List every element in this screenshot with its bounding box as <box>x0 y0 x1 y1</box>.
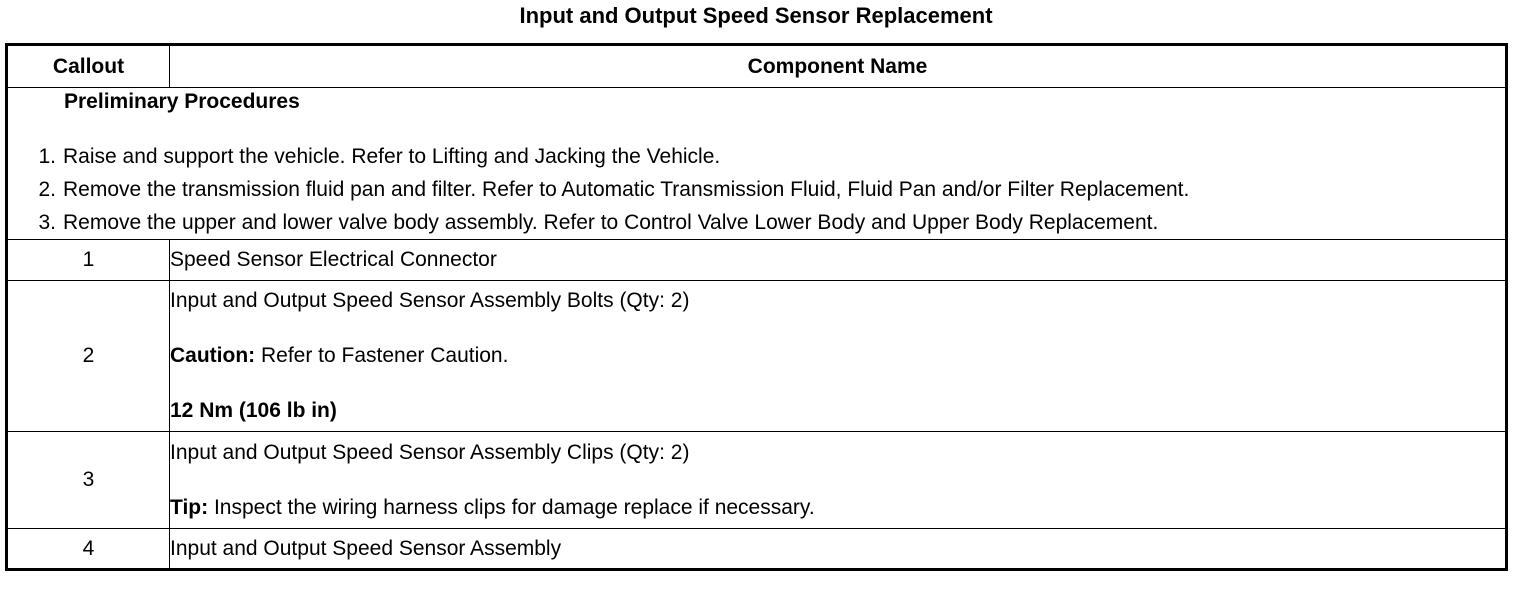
step-text: Remove the upper and lower valve body assembly. Refer to Control Valve Lower Body and Upper Body Replacement. <box>63 211 1159 234</box>
callout-cell: 1 <box>7 240 170 281</box>
callout-cell: 3 <box>7 432 170 529</box>
callout-cell: 2 <box>7 281 170 432</box>
component-name-cell: Input and Output Speed Sensor Assembly <box>170 529 1507 570</box>
component-name-cell: Speed Sensor Electrical Connector <box>170 240 1507 281</box>
caution-label: Caution: <box>170 344 256 367</box>
header-component-name: Component Name <box>170 45 1507 88</box>
preliminary-row <box>7 88 1507 240</box>
caution-note <box>170 344 1505 368</box>
header-callout: Callout <box>7 45 170 88</box>
step-text: Raise and support the vehicle. Refer to Lifting and Jacking the Vehicle. <box>63 145 721 168</box>
table-row <box>7 240 1507 281</box>
tip-text: Inspect the wiring harness clips for damage replace if necessary. <box>208 495 815 519</box>
callout-cell: 4 <box>7 529 170 570</box>
tip-note <box>170 496 1505 520</box>
table-header-row <box>7 45 1507 88</box>
preliminary-steps <box>8 140 1505 239</box>
preliminary-procedures <box>7 88 1507 240</box>
component-name-cell <box>170 432 1507 529</box>
caution-text: Refer to Fastener Caution. <box>255 344 509 367</box>
list-item <box>8 173 1505 206</box>
step-number: 1. <box>38 145 56 168</box>
procedure-table <box>5 43 1508 571</box>
table-row <box>7 432 1507 529</box>
table-row <box>7 281 1507 432</box>
preliminary-heading: Preliminary Procedures <box>64 90 300 113</box>
component-name: Input and Output Speed Sensor Assembly Clips (Qty: 2) <box>170 440 690 464</box>
component-name: Input and Output Speed Sensor Assembly Bolts (Qty: 2) <box>170 289 690 312</box>
list-item <box>8 206 1505 239</box>
tip-label: Tip: <box>170 495 209 519</box>
table-row <box>7 529 1507 570</box>
page-title: Input and Output Speed Sensor Replacement <box>519 3 993 28</box>
component-name-cell <box>170 281 1507 432</box>
step-text: Remove the transmission fluid pan and filter. Refer to Automatic Transmission Fluid, Fluid Pan and/or Filter Replacement. <box>63 178 1190 201</box>
step-number: 3. <box>38 211 56 234</box>
list-item <box>8 140 1505 173</box>
torque-spec: 12 Nm (106 lb in) <box>170 399 337 422</box>
step-number: 2. <box>38 178 56 201</box>
